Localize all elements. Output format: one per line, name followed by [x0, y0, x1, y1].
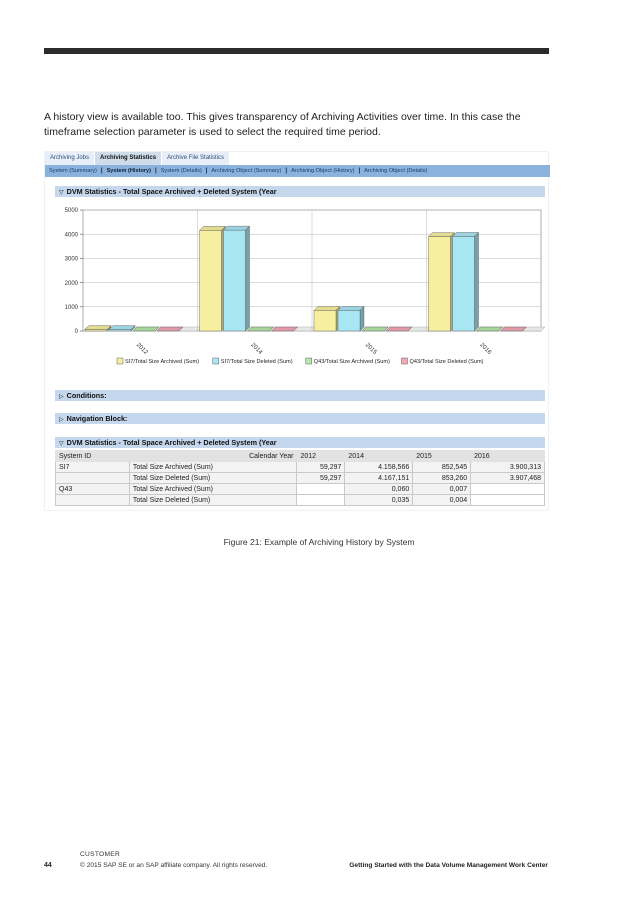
bar-top: [477, 327, 503, 331]
cell-value: [297, 495, 345, 506]
cell-system: [56, 473, 130, 484]
bar-top: [133, 327, 159, 331]
bar-top: [453, 232, 479, 236]
x-tick-label: 2016: [478, 342, 493, 356]
header-calendar-year: Calendar Year: [129, 451, 297, 462]
cell-value: 4.158,566: [345, 462, 413, 473]
y-tick-label: 4000: [64, 232, 78, 239]
cell-value: 0,004: [413, 495, 471, 506]
header-year: 2012: [297, 451, 345, 462]
footer-document-title: Getting Started with the Data Volume Management Work Center: [349, 862, 548, 869]
cell-value: 59,297: [297, 473, 345, 484]
cell-value: 0,060: [345, 484, 413, 495]
bar: [314, 310, 336, 331]
bar-top: [248, 327, 274, 331]
table-row: [56, 473, 545, 484]
table-header-row: [56, 451, 545, 462]
cell-value: 59,297: [297, 462, 345, 473]
cell-value: 852,545: [413, 462, 471, 473]
sub-navigation: [45, 165, 550, 177]
cell-value: 4.167,151: [345, 473, 413, 484]
subnav-object-history[interactable]: Archiving Object (History): [291, 168, 355, 174]
bar-top: [386, 327, 412, 331]
bar: [453, 236, 475, 331]
header-year: 2016: [471, 451, 545, 462]
cell-system: [56, 495, 130, 506]
bar-side: [360, 306, 364, 331]
subnav-system-history[interactable]: System (History): [106, 168, 152, 174]
y-tick-label: 5000: [64, 208, 78, 215]
chart-panel-title: DVM Statistics - Total Space Archived + Deleted System (Year: [66, 187, 277, 196]
bar: [224, 230, 246, 331]
cell-value: [471, 484, 545, 495]
y-tick-label: 1000: [64, 305, 78, 311]
bar-top: [109, 326, 135, 330]
x-tick-label: 2012: [134, 342, 149, 356]
bar: [200, 230, 222, 331]
legend-label: SI7/Total Size Archived (Sum): [125, 359, 199, 365]
navigation-panel-header[interactable]: [55, 413, 545, 424]
tab-strip: [45, 152, 230, 165]
bar: [429, 237, 451, 331]
table-panel-title: DVM Statistics - Total Space Archived + Deleted System (Year: [66, 438, 277, 447]
cell-value: 3.900,313: [471, 462, 545, 473]
bar-top: [157, 327, 183, 331]
legend-swatch: [306, 358, 312, 364]
collapse-triangle-icon[interactable]: ▽: [59, 441, 64, 447]
x-tick-label: 2015: [363, 342, 378, 356]
subnav-separator: |: [285, 168, 288, 174]
cell-value: 0,035: [345, 495, 413, 506]
cell-system: Q43: [56, 484, 130, 495]
navigation-label: Navigation Block:: [66, 414, 128, 423]
cell-measure: Total Size Archived (Sum): [129, 462, 297, 473]
results-table-wrapper: [55, 450, 545, 506]
legend-swatch: [213, 358, 219, 364]
subnav-object-details[interactable]: Archiving Object (Details): [364, 168, 428, 174]
cell-measure: Total Size Archived (Sum): [129, 484, 297, 495]
conditions-panel-header[interactable]: [55, 390, 545, 401]
bar-chart: [55, 200, 545, 374]
expand-triangle-icon[interactable]: ▷: [59, 394, 64, 400]
footer-page-number: 44: [44, 862, 52, 869]
bar-top: [501, 327, 527, 331]
cell-measure: Total Size Deleted (Sum): [129, 473, 297, 484]
bar-top: [272, 327, 298, 331]
legend-label: Q43/Total Size Archived (Sum): [313, 359, 390, 365]
chart-area: [55, 200, 545, 374]
header-system-id: System ID: [56, 451, 130, 462]
tab-archiving-statistics[interactable]: Archiving Statistics: [95, 152, 162, 165]
y-tick-label: 2000: [64, 280, 78, 287]
figure-caption: Figure 21: Example of Archiving History by System: [223, 537, 415, 547]
footer-customer: CUSTOMER: [80, 851, 121, 858]
cell-measure: Total Size Deleted (Sum): [129, 495, 297, 506]
legend-swatch: [402, 358, 408, 364]
cell-value: [471, 495, 545, 506]
bar-top: [224, 226, 250, 230]
y-tick-label: 0: [74, 329, 78, 336]
table-row: [56, 484, 545, 495]
bar: [338, 310, 360, 331]
subnav-separator: |: [100, 168, 103, 174]
bar-top: [314, 306, 340, 310]
subnav-separator: |: [205, 168, 208, 174]
expand-triangle-icon[interactable]: ▷: [59, 417, 64, 423]
bar-top: [200, 226, 226, 230]
cell-value: 853,260: [413, 473, 471, 484]
subnav-system-summary[interactable]: System (Summary): [49, 168, 97, 174]
bar-top: [338, 306, 364, 310]
tab-archiving-jobs[interactable]: Archiving Jobs: [45, 152, 95, 165]
header-year: 2014: [345, 451, 413, 462]
bar: [109, 330, 131, 331]
table-panel-header[interactable]: [55, 437, 545, 448]
legend-label: SI7/Total Size Deleted (Sum): [220, 359, 293, 365]
results-table: [55, 450, 545, 506]
x-tick-label: 2014: [249, 342, 264, 356]
table-row: [56, 495, 545, 506]
tab-archive-file-statistics[interactable]: Archive File Statistics: [162, 152, 230, 165]
footer-copyright: © 2015 SAP SE or an SAP affiliate company. All rights reserved.: [80, 862, 268, 869]
bar-top: [429, 233, 455, 237]
top-rule: [44, 48, 549, 54]
legend-swatch: [117, 358, 123, 364]
intro-paragraph: A history view is available too. This gives transparency of Archiving Activities over time. In this case the timeframe selection parameter is used to select the required time period.: [44, 111, 521, 138]
subnav-system-details[interactable]: System (Details): [160, 168, 202, 174]
legend-label: Q43/Total Size Deleted (Sum): [409, 359, 484, 365]
y-tick-label: 3000: [64, 256, 78, 263]
bar-side: [475, 232, 479, 331]
bar-top: [85, 326, 111, 330]
subnav-separator: |: [358, 168, 361, 174]
cell-system: SI7: [56, 462, 130, 473]
subnav-separator: |: [155, 168, 157, 174]
header-year: 2015: [413, 451, 471, 462]
cell-value: 3.907,468: [471, 473, 545, 484]
conditions-label: Conditions:: [66, 391, 107, 400]
bar-side: [246, 226, 250, 331]
chart-panel-header[interactable]: [55, 186, 545, 197]
cell-value: [297, 484, 345, 495]
bar: [85, 330, 107, 331]
table-row: [56, 462, 545, 473]
embedded-screenshot: [44, 151, 549, 511]
subnav-object-summary[interactable]: Archiving Object (Summary): [211, 168, 282, 174]
collapse-triangle-icon[interactable]: ▽: [59, 190, 64, 196]
bar-top: [362, 327, 388, 331]
cell-value: 0,007: [413, 484, 471, 495]
